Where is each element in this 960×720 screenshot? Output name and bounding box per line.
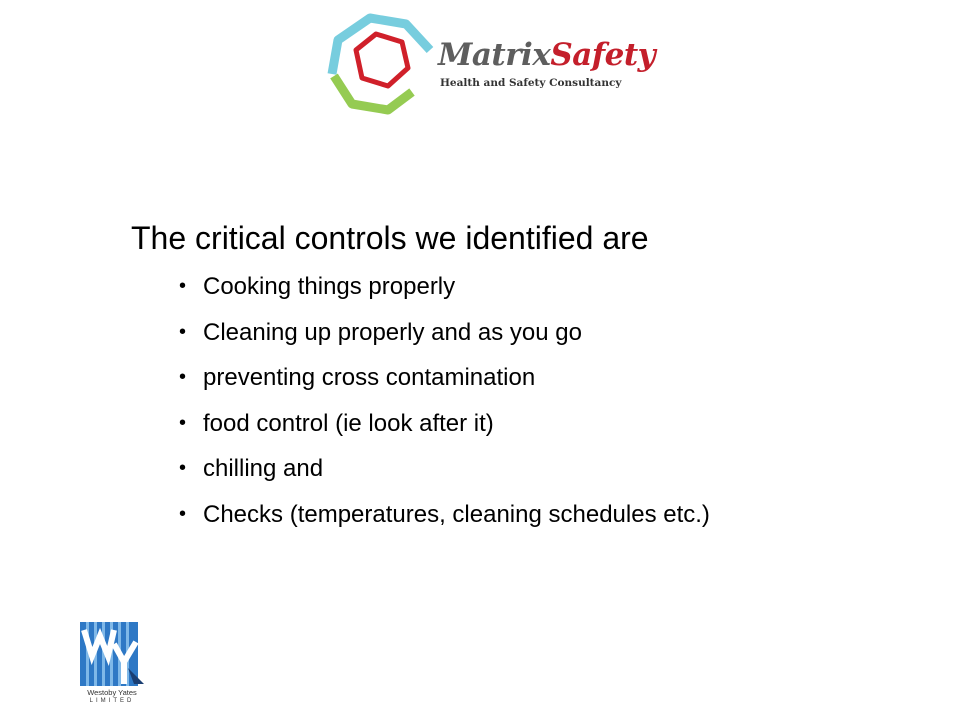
bullet-item: • chilling and xyxy=(179,446,911,492)
logo-tagline: Health and Safety Consultancy xyxy=(440,77,622,89)
bullet-item: • Checks (temperatures, cleaning schedules etc.) xyxy=(179,492,911,538)
content-area xyxy=(131,218,911,538)
wy-mark-icon xyxy=(80,622,144,686)
slide-heading: The critical controls we identified are xyxy=(131,220,649,256)
wy-caption xyxy=(80,688,144,706)
bullet-item: • Cooking things properly xyxy=(179,264,911,310)
logo-name-part2: Safety xyxy=(550,37,656,73)
hexagon-logo-icon xyxy=(322,12,442,116)
matrixsafety-logo xyxy=(322,12,662,116)
bullet-list xyxy=(131,264,911,538)
wy-name: Westoby Yates xyxy=(87,688,137,697)
westoby-yates-logo xyxy=(80,622,144,706)
bullet-item: • preventing cross contamination xyxy=(179,355,911,401)
wy-sub: LIMITED xyxy=(89,698,135,704)
bullet-item: • food control (ie look after it) xyxy=(179,401,911,447)
logo-name-part1: Matrix xyxy=(438,37,551,73)
bullet-item: • Cleaning up properly and as you go xyxy=(179,310,911,356)
logo-brand-name xyxy=(438,37,656,73)
